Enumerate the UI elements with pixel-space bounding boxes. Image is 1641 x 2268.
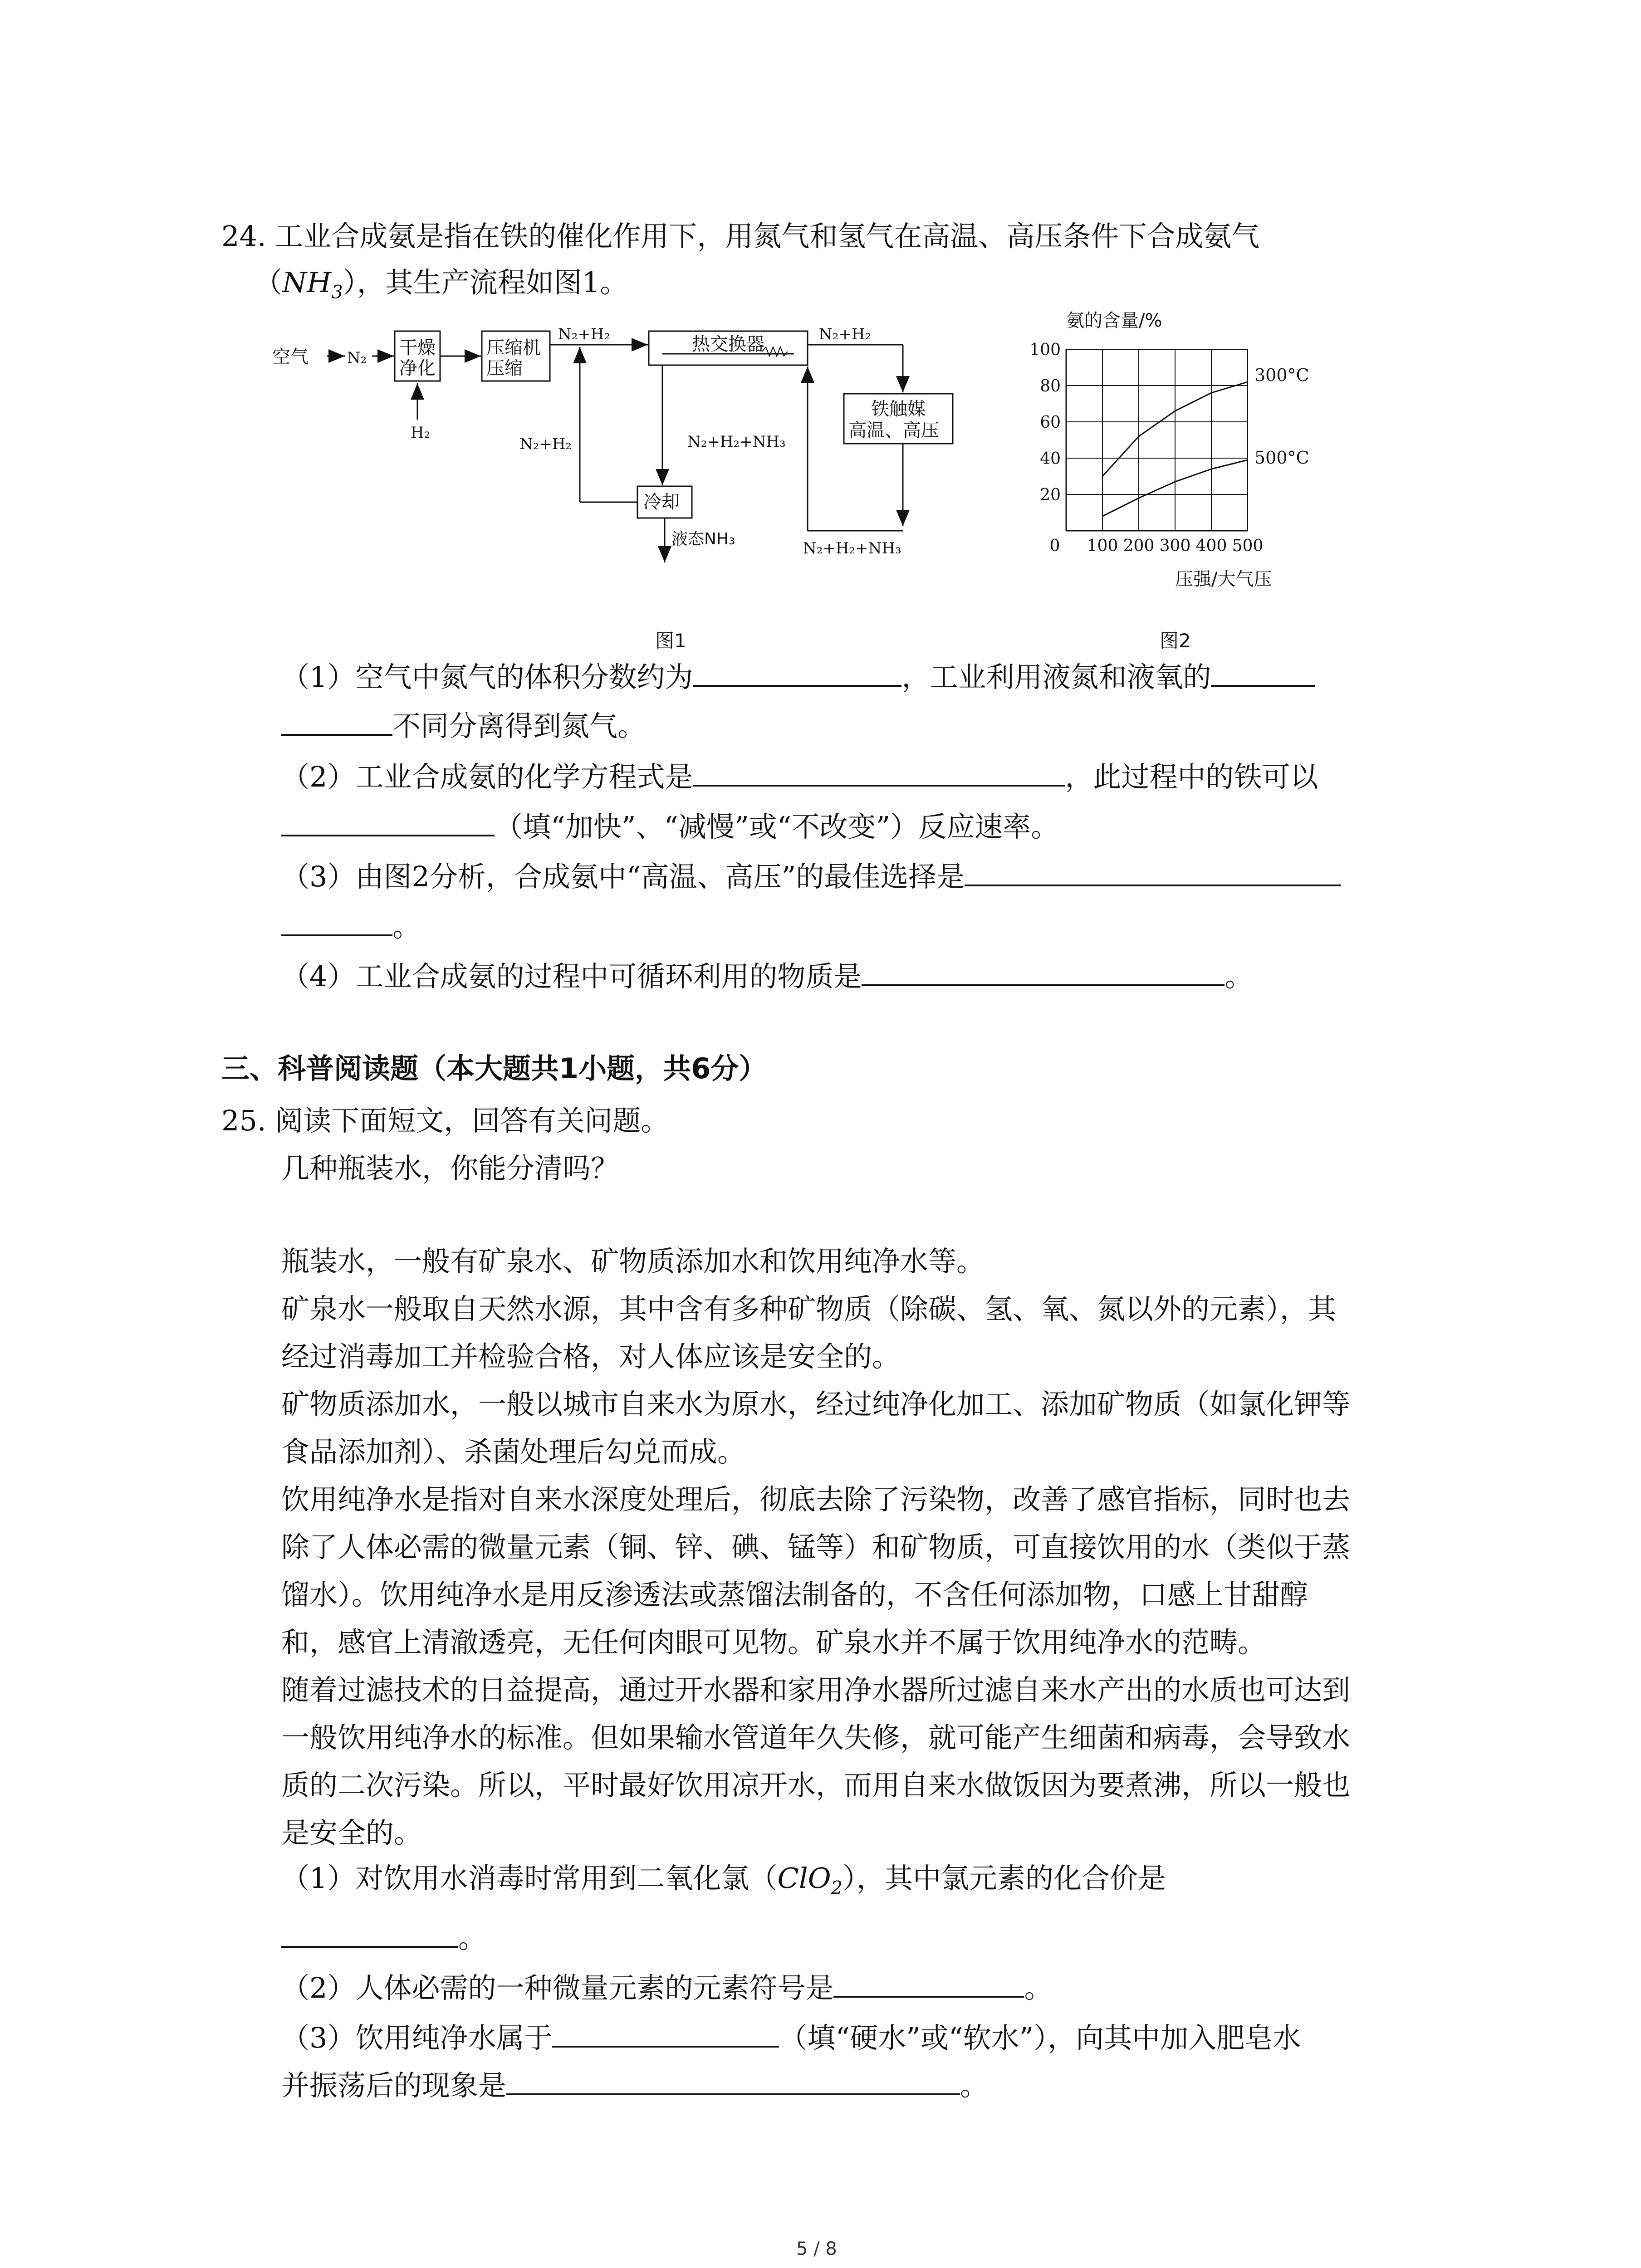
q24-sub1-blank2a[interactable] bbox=[1211, 662, 1315, 687]
q25-sub3-text-d: 。 bbox=[960, 2069, 989, 2102]
q24-sub3-line1 bbox=[281, 862, 1341, 891]
q24-sub1-blank1[interactable] bbox=[693, 662, 901, 687]
q25-article-title: 几种瓶装水，你能分清吗？ bbox=[281, 1152, 619, 1185]
q25-p3b: 食品添加剂）、杀菌处理后勾兑而成。 bbox=[281, 1435, 746, 1468]
fig1-dry1: 干燥 bbox=[399, 337, 436, 358]
q24-sub1-line1 bbox=[281, 660, 1315, 694]
q25-p5c: 质的二次污染。所以，平时最好饮用凉开水，而用自来水做饭因为要煮沸，所以一般也 bbox=[281, 1769, 1351, 1802]
formula-clo2 bbox=[777, 1862, 843, 1899]
q24-sub1-text-a: （1）空气中氮气的体积分数约为 bbox=[281, 660, 693, 694]
fig1-comp1: 压缩机 bbox=[486, 337, 541, 358]
x-tick-label: 0 bbox=[1049, 537, 1060, 555]
q24-sub2-text-c: （填“加快”、“减慢”或“不改变”）反应速率。 bbox=[495, 810, 1059, 843]
paren-open: （ bbox=[254, 266, 283, 299]
fig1-liquid-nh3: 液态NH₃ bbox=[671, 530, 735, 548]
fig1-mix-bottom: N₂+H₂+NH₃ bbox=[803, 539, 901, 557]
q25-p1: 瓶装水，一般有矿泉水、矿物质添加水和饮用纯净水等。 bbox=[281, 1245, 985, 1278]
page-number: 5 / 8 bbox=[796, 2239, 837, 2259]
q25-sub3-line2 bbox=[281, 2071, 988, 2100]
x-tick-label: 400 bbox=[1195, 537, 1227, 555]
q24-sub2-blank2[interactable] bbox=[281, 812, 495, 836]
q25-sub3-text-a: （3）饮用纯净水属于 bbox=[281, 2021, 553, 2054]
formula-nh3 bbox=[282, 266, 343, 303]
formula-nh: NH bbox=[282, 266, 332, 299]
q25-sub3-blank1[interactable] bbox=[552, 2023, 779, 2048]
q25-sub3-text-c: 并振荡后的现象是 bbox=[281, 2069, 507, 2102]
chart-ylabel: 氨的含量/% bbox=[1066, 310, 1162, 331]
q25-stem: 25. 阅读下面短文，回答有关问题。 bbox=[221, 1104, 669, 1137]
q24-sub2-line2 bbox=[281, 812, 1059, 841]
y-tick-label: 40 bbox=[1040, 450, 1061, 468]
q25-sub1-text-c: 。 bbox=[458, 1921, 487, 1955]
fig1-cool: 冷却 bbox=[643, 492, 680, 513]
q25-p5d: 是安全的。 bbox=[281, 1816, 422, 1849]
fig1-n2h2-left: N₂+H₂ bbox=[519, 435, 572, 453]
fig1-heat-exchanger: 热交换器 bbox=[692, 334, 764, 355]
q25-sub1-line1 bbox=[281, 1864, 1166, 1902]
y-tick-label: 20 bbox=[1040, 486, 1061, 504]
figure1-caption: 图1 bbox=[655, 630, 686, 652]
figure1-flow-diagram bbox=[268, 318, 975, 572]
q25-p3a: 矿物质添加水，一般以城市自来水为原水，经过纯净化加工、添加矿物质（如氯化钾等 bbox=[281, 1388, 1351, 1421]
q25-sub3-blank2[interactable] bbox=[506, 2071, 960, 2095]
q25-p4c: 馏水）。饮用纯净水是用反渗透法或蒸馏法制备的，不含任何添加物，口感上甘甜醇 bbox=[281, 1578, 1308, 1611]
x-tick-label: 100 bbox=[1087, 537, 1118, 555]
stem-tail: ），其生产流程如图1。 bbox=[343, 266, 628, 299]
chart-xlabel: 压强/大气压 bbox=[1175, 569, 1272, 590]
q24-sub1-text-b: ，工业利用液氮和液氧的 bbox=[901, 660, 1211, 694]
fig1-mix-mid: N₂+H₂+NH₃ bbox=[687, 433, 786, 451]
q25-p5a: 随着过滤技术的日益提高，通过开水器和家用净水器所过滤自来水产出的水质也可达到 bbox=[281, 1673, 1351, 1706]
y-tick-label: 80 bbox=[1040, 377, 1061, 396]
q24-sub3-text-a: （3）由图2分析，合成氨中“高温、高压”的最佳选择是 bbox=[281, 860, 965, 893]
q24-sub4-line bbox=[281, 962, 1253, 991]
fig1-catalyst2: 高温、高压 bbox=[848, 420, 939, 441]
fig1-dry2: 净化 bbox=[399, 358, 436, 379]
q25-sub2-line bbox=[281, 1973, 1052, 2002]
series-label-500: 500°C bbox=[1254, 448, 1309, 468]
q25-sub3-text-b: （填“硬水”或“软水”），向其中加入肥皂水 bbox=[779, 2021, 1301, 2054]
q24-sub4-blank[interactable] bbox=[862, 962, 1225, 986]
q24-stem-line2 bbox=[254, 266, 628, 306]
q25-sub1-line2 bbox=[281, 1921, 487, 1955]
series-label-300: 300°C bbox=[1254, 365, 1309, 385]
q25-sub2-blank[interactable] bbox=[833, 1973, 1024, 1998]
q25-p5b: 一般饮用纯净水的标准。但如果输水管道年久失修，就可能产生细菌和病毒，会导致水 bbox=[281, 1721, 1351, 1754]
q24-sub1-blank2b[interactable] bbox=[281, 711, 392, 736]
q25-sub1-text-b: ），其中氯元素的化合价是 bbox=[843, 1862, 1166, 1895]
q24-sub1-text-c: 不同分离得到氮气。 bbox=[392, 709, 646, 743]
formula-sub-3: 3 bbox=[331, 282, 343, 303]
q25-p4d: 和，感官上清澈透亮，无任何肉眼可见物。矿泉水并不属于饮用纯净水的范畴。 bbox=[281, 1626, 1266, 1659]
fig1-air: 空气 bbox=[272, 347, 309, 367]
q24-stem-line1: 24. 工业合成氨是指在铁的催化作用下，用氮气和氢气在高温、高压条件下合成氨气 bbox=[221, 220, 1260, 253]
q24-sub2-text-a: （2）工业合成氨的化学方程式是 bbox=[281, 760, 693, 793]
fig1-catalyst1: 铁触媒 bbox=[871, 399, 926, 420]
q24-sub2-line1 bbox=[281, 762, 1318, 791]
q24-sub1-line2 bbox=[281, 709, 646, 743]
q24-sub4-text-a: （4）工业合成氨的过程中可循环利用的物质是 bbox=[281, 960, 862, 993]
q24-sub4-text-b: 。 bbox=[1225, 960, 1253, 993]
q25-sub1-blank[interactable] bbox=[281, 1923, 458, 1948]
fig1-n2h2-right: N₂+H₂ bbox=[819, 325, 872, 343]
q25-p4a: 饮用纯净水是指对自来水深度处理后，彻底去除了污染物，改善了感官指标，同时也去 bbox=[281, 1483, 1351, 1516]
q24-sub2-text-b: ，此过程中的铁可以 bbox=[1065, 760, 1318, 793]
q24-sub3-blank1b[interactable] bbox=[281, 912, 392, 936]
fig1-comp2: 压缩 bbox=[486, 358, 523, 379]
q25-p2a: 矿泉水一般取自天然水源，其中含有多种矿物质（除碳、氢、氧、氮以外的元素），其 bbox=[281, 1292, 1337, 1325]
q25-sub2-text-a: （2）人体必需的一种微量元素的元素符号是 bbox=[281, 1971, 834, 2004]
figure2-chart bbox=[1016, 304, 1334, 594]
formula-clo: ClO bbox=[777, 1862, 831, 1895]
q25-p2b: 经过消毒加工并检验合格，对人体应该是安全的。 bbox=[281, 1340, 901, 1373]
x-tick-label: 300 bbox=[1159, 537, 1191, 555]
q24-sub3-text-c: 。 bbox=[392, 910, 421, 943]
q25-sub2-text-b: 。 bbox=[1024, 1971, 1053, 2004]
y-tick-label: 100 bbox=[1029, 341, 1061, 359]
q25-sub1-text-a: （1）对饮用水消毒时常用到二氧化氯（ bbox=[281, 1862, 778, 1895]
q24-sub3-blank1a[interactable] bbox=[965, 862, 1341, 886]
q24-sub3-line2 bbox=[281, 912, 421, 941]
q25-p4b: 除了人体必需的微量元素（铜、锌、碘、锰等）和矿物质，可直接饮用的水（类似于蒸 bbox=[281, 1530, 1351, 1564]
x-tick-label: 200 bbox=[1123, 537, 1155, 555]
fig1-n2: N₂ bbox=[347, 349, 367, 367]
section3-heading: 三、科普阅读题（本大题共1小题，共6分） bbox=[221, 1052, 767, 1085]
x-tick-label: 500 bbox=[1232, 537, 1264, 555]
figure2-caption: 图2 bbox=[1160, 630, 1191, 652]
fig1-n2h2-top: N₂+H₂ bbox=[558, 325, 611, 343]
q25-sub3-line1 bbox=[281, 2023, 1301, 2052]
formula-sub-2: 2 bbox=[831, 1877, 843, 1899]
fig1-h2: H₂ bbox=[411, 424, 431, 442]
q24-sub2-blank1[interactable] bbox=[693, 762, 1065, 787]
y-tick-label: 60 bbox=[1040, 413, 1061, 432]
